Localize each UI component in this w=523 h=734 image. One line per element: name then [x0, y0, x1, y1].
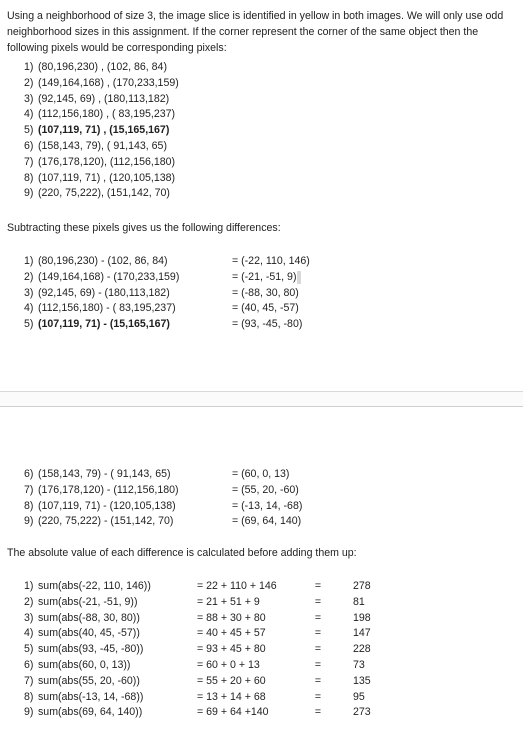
list-item: 4) sum(abs(40, 45, -57)) = 40 + 45 + 57 = 147	[24, 627, 371, 640]
list-item: 1) (80,196,230) , (102, 86, 84)	[24, 61, 167, 73]
list-item: 3) sum(abs(-88, 30, 80)) = 88 + 30 + 80 = 198	[24, 611, 371, 624]
subtract-heading: Subtracting these pixels gives us the following differences:	[7, 222, 281, 234]
list-item: 2) (149,164,168) - (170,233,159) = (-21, -51, 9)	[24, 270, 179, 286]
list-item: 3) (92,145, 69) - (180,113,182) = (-88, 30, 80)	[24, 286, 299, 299]
list-item: 5) (107,119, 71) , (15,165,167)	[24, 124, 170, 137]
list-item: 9) (220, 75,222), (151,142, 70)	[24, 187, 170, 200]
list-item: 4) (112,156,180) - ( 83,195,237) = (40, 45, -57)	[24, 302, 299, 315]
list-item: 1) sum(abs(-22, 110, 146)) = 22 + 110 + 146 = 278	[24, 580, 371, 592]
sums-list	[24, 579, 371, 721]
list-item: 8) sum(abs(-13, 14, -68)) = 13 + 14 + 68 = 95	[24, 690, 365, 703]
list-item: 2) sum(abs(-21, -51, 9)) = 21 + 51 + 9 = 81	[24, 595, 365, 608]
list-item: 6) (158,143, 79), ( 91,143, 65)	[24, 139, 167, 152]
list-item: 8) (107,119, 71) - (120,105,138) = (-13, 14, -68)	[24, 499, 303, 512]
list-item: 7) (176,178,120) - (112,156,180) = (55, 20, -60)	[24, 483, 299, 496]
list-item: 9) (220, 75,222) - (151,142, 70) = (69, 64, 140)	[24, 515, 302, 528]
text-cursor	[297, 271, 301, 284]
page-break-divider	[0, 391, 523, 407]
intro-paragraph: Using a neighborhood of size 3, the image slice is identified in yellow in both images. We will only use odd neighborhood sizes in this assignment. If the corner represent the corner of the same object then the following pixels would be corresponding pixels:	[7, 10, 504, 54]
list-item: 5) sum(abs(93, -45, -80)) = 93 + 45 + 80 = 228	[24, 643, 371, 656]
list-item: 8) (107,119, 71) , (120,105,138)	[24, 171, 176, 184]
list-item: 3) (92,145, 69) , (180,113,182)	[24, 92, 170, 105]
differences-list-continued	[24, 467, 303, 530]
list-item: 1) (80,196,230) - (102, 86, 84) = (-22, 110, 146)	[24, 255, 310, 267]
list-item: 7) (176,178,120), (112,156,180)	[24, 155, 176, 168]
list-item: 5) (107,119, 71) - (15,165,167) = (93, -45, -80)	[24, 318, 303, 331]
list-item: 6) (158,143, 79) - ( 91,143, 65) = (60, 0, 13)	[24, 468, 290, 480]
list-item: 9) sum(abs(69, 64, 140)) = 69 + 64 +140 = 273	[24, 706, 371, 719]
abs-heading: The absolute value of each difference is calculated before adding them up:	[7, 547, 357, 559]
list-item: 7) sum(abs(55, 20, -60)) = 55 + 20 + 60 = 135	[24, 674, 371, 687]
list-item: 4) (112,156,180) , ( 83,195,237)	[24, 108, 176, 121]
list-item: 2) (149,164,168) , (170,233,159)	[24, 76, 179, 89]
differences-list	[24, 254, 310, 333]
pixel-pairs-list	[24, 60, 179, 202]
list-item: 6) sum(abs(60, 0, 13)) = 60 + 0 + 13 = 73	[24, 658, 365, 671]
